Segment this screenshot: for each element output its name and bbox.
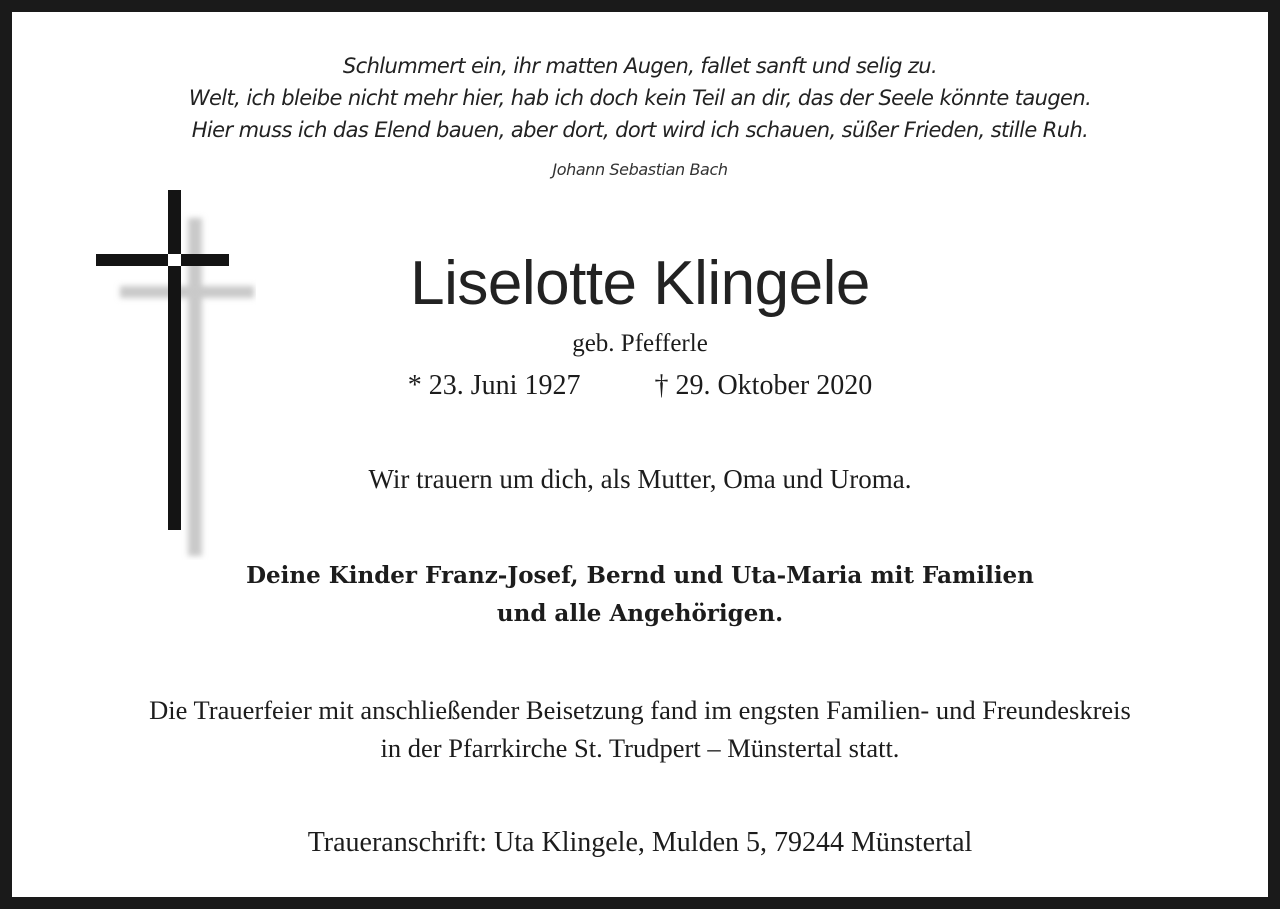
mourning-address: Traueranschrift: Uta Klingele, Mulden 5, 79244 Münstertal	[307, 827, 973, 858]
family-line-2: und alle Angehörigen.	[496, 600, 784, 627]
quote-line-2: Welt, ich bleibe nicht mehr hier, hab ich doch kein Teil an dir, das der Seele könnte taugen.	[188, 86, 1092, 110]
obituary-notice	[12, 12, 1268, 897]
service-line-1: Die Trauerfeier mit anschließender Beisetzung fand im engsten Familien- und Freundeskreis	[149, 695, 1131, 725]
birth-name: geb. Pfefferle	[572, 330, 708, 357]
service-line-2: in der Pfarrkirche St. Trudpert – Münstertal statt.	[380, 733, 900, 763]
quote-line-3: Hier muss ich das Elend bauen, aber dort, dort wird ich schauen, süßer Frieden, stille Ruh.	[191, 118, 1089, 142]
quote-author: Johann Sebastian Bach	[552, 160, 728, 179]
death-date: † 29. Oktober 2020	[654, 370, 873, 401]
birth-date: * 23. Juni 1927	[407, 370, 581, 401]
deceased-name: Liselotte Klingele	[410, 249, 870, 318]
quote-line-1: Schlummert ein, ihr matten Augen, fallet sanft und selig zu.	[342, 54, 938, 78]
family-line-1: Deine Kinder Franz-Josef, Bernd und Uta-Maria mit Familien	[246, 562, 1034, 589]
mourning-text: Wir trauern um dich, als Mutter, Oma und Uroma.	[368, 464, 912, 494]
life-dates	[12, 370, 1268, 402]
